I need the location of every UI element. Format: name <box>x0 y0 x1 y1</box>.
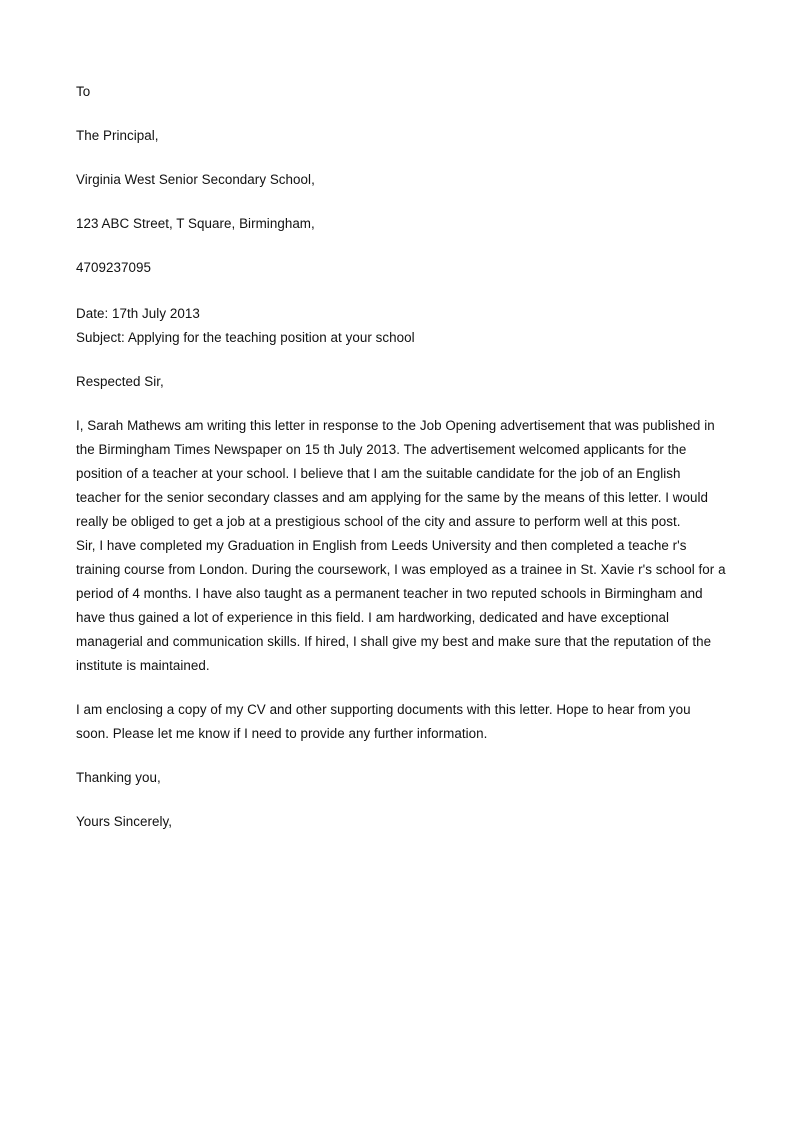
date-line: Date: 17th July 2013 <box>76 306 200 321</box>
paragraph-line: institute is maintained. <box>76 658 210 673</box>
closing-thanks: Thanking you, <box>76 770 161 785</box>
closing-signoff: Yours Sincerely, <box>76 814 173 829</box>
subject-line: Subject: Applying for the teaching position at your school <box>76 330 415 345</box>
paragraph-line: I am enclosing a copy of my CV and other supporting documents with this letter. Hope to hear from you <box>76 702 691 717</box>
paragraph-line: have thus gained a lot of experience in this field. I am hardworking, dedicated and have exceptional <box>76 610 670 625</box>
paragraph-line: period of 4 months. I have also taught as a permanent teacher in two reputed schools in Birmingham and <box>76 586 703 601</box>
paragraph-line: Sir, I have completed my Graduation in English from Leeds University and then completed a teache r's <box>76 538 687 553</box>
school-address: 123 ABC Street, T Square, Birmingham, <box>76 216 315 231</box>
school-name: Virginia West Senior Secondary School, <box>76 172 315 187</box>
paragraph-2 <box>76 698 716 746</box>
paragraph-line: I, Sarah Mathews am writing this letter in response to the Job Opening advertisement that was published in <box>76 418 715 433</box>
paragraph-line: training course from London. During the coursework, I was employed as a trainee in St. Xavie r's school for a <box>76 562 726 577</box>
paragraph-line: the Birmingham Times Newspaper on 15 th July 2013. The advertisement welcomed applicants for the <box>76 442 687 457</box>
paragraph-line: really be obliged to get a job at a prestigious school of the city and assure to perform well at this post. <box>76 514 681 529</box>
recipient-line: The Principal, <box>76 128 159 143</box>
paragraph-line: position of a teacher at your school. I believe that I am the suitable candidate for the job of an English <box>76 466 681 481</box>
paragraph-line: managerial and communication skills. If hired, I shall give my best and make sure that the reputation of the <box>76 634 712 649</box>
paragraph-line: teacher for the senior secondary classes and am applying for the same by the means of this letter. I would <box>76 490 709 505</box>
paragraph-1 <box>76 414 726 678</box>
paragraph-line: soon. Please let me know if I need to provide any further information. <box>76 726 488 741</box>
letter-body <box>76 80 726 834</box>
phone-number: 4709237095 <box>76 260 151 275</box>
to-line: To <box>76 84 91 99</box>
salutation: Respected Sir, <box>76 374 164 389</box>
